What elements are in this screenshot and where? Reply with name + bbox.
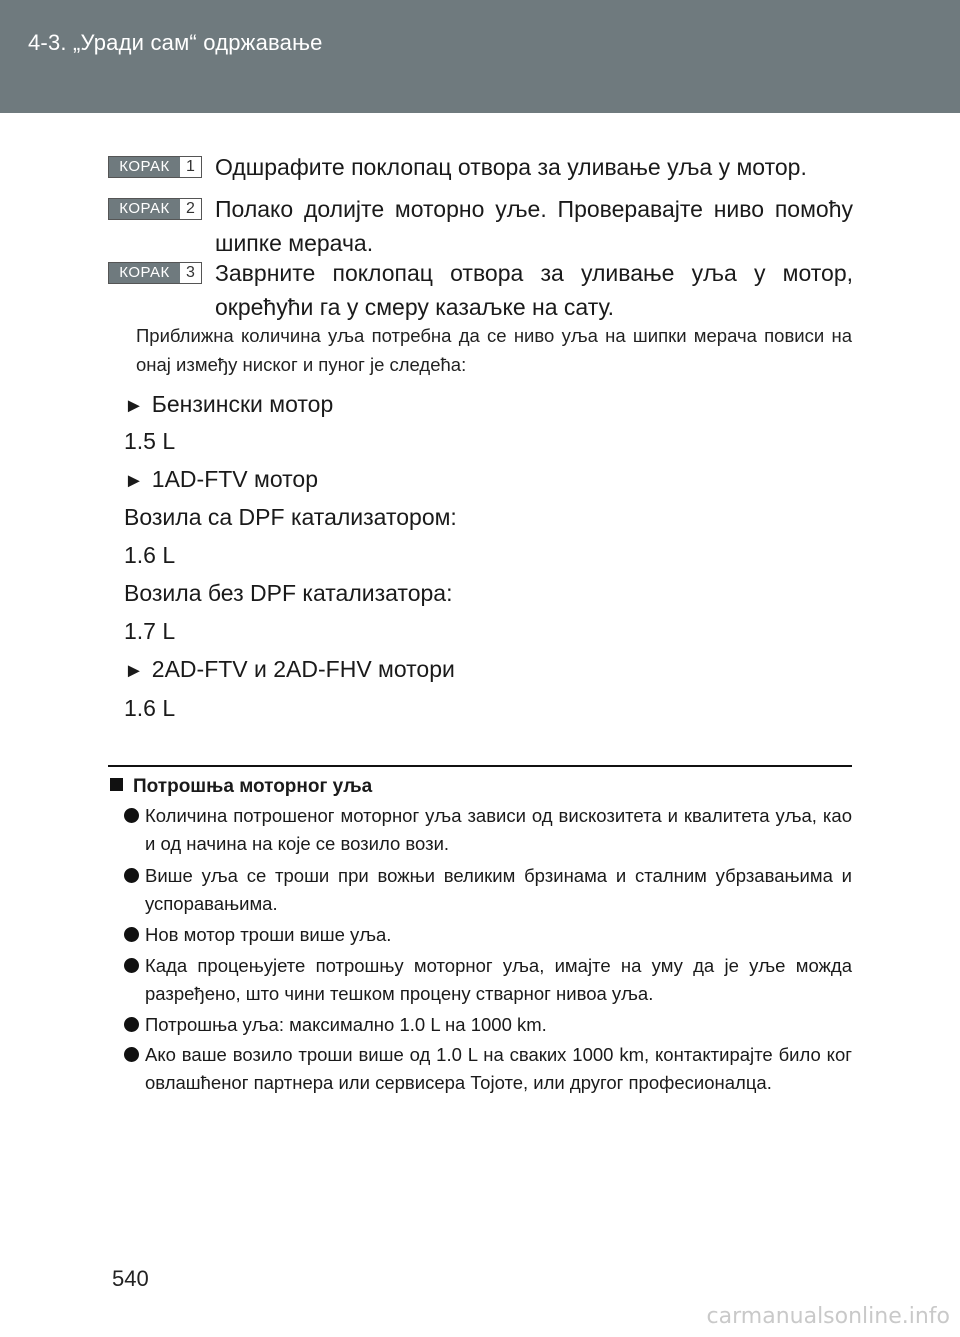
step-badge bbox=[108, 156, 202, 178]
list-item bbox=[124, 1041, 852, 1097]
spec-gasoline-label bbox=[124, 389, 333, 421]
step-badge-word: КОРАК bbox=[109, 263, 180, 283]
list-item-text: Ако ваше возило троши више од 1.0 L на сваких 1000 km, контактирајте било ког овлашћеног партнера или сервисера Тојоте, или другог професионалца. bbox=[145, 1044, 852, 1093]
spec-2ad-value: 1.6 L bbox=[124, 695, 176, 721]
chapter-header bbox=[0, 0, 960, 113]
spec-with-dpf-label: Возила са DPF катализатором: bbox=[124, 504, 457, 530]
step-text: Одшрафите поклопац отвора за уливање уља у мотор. bbox=[215, 154, 807, 180]
triangle-marker-icon: ► bbox=[124, 660, 144, 682]
step-text: Заврните поклопац отвора за уливање уља у мотор, окрећући га у смеру казаљке на сату. bbox=[215, 260, 853, 320]
step-badge-number: 3 bbox=[180, 263, 201, 283]
page-number: 540 bbox=[112, 1266, 149, 1291]
spec-label: Бензински мотор bbox=[151, 391, 334, 417]
section-title bbox=[110, 773, 372, 801]
spec-without-dpf-value: 1.7 L bbox=[124, 618, 176, 644]
round-bullet-icon bbox=[124, 1017, 139, 1032]
triangle-marker-icon: ► bbox=[124, 395, 144, 417]
step-badge bbox=[108, 262, 202, 284]
list-item-text: Више уља се троши при вожњи великим брзинама и сталним убрзавањима и успоравањима. bbox=[145, 865, 852, 914]
round-bullet-icon bbox=[124, 927, 139, 942]
list-item-text: Количина потрошеног моторног уља зависи од вискозитета и квалитета уља, као и од начина на које се возило вози. bbox=[145, 805, 852, 854]
list-item bbox=[124, 802, 852, 858]
list-item bbox=[124, 952, 852, 1008]
list-item bbox=[124, 1011, 852, 1039]
round-bullet-icon bbox=[124, 1047, 139, 1062]
spec-gasoline-value: 1.5 L bbox=[124, 428, 176, 454]
list-item bbox=[124, 921, 852, 949]
spec-2ad-label bbox=[124, 654, 455, 686]
spec-label: 2AD-FTV и 2AD-FHV мотори bbox=[151, 656, 455, 682]
watermark: carmanualsonline.info bbox=[706, 1304, 950, 1329]
step-badge-word: КОРАК bbox=[109, 157, 180, 177]
step-badge bbox=[108, 198, 202, 220]
triangle-marker-icon: ► bbox=[124, 470, 144, 492]
spec-1ad-ftv-label bbox=[124, 464, 318, 496]
step-badge-word: КОРАК bbox=[109, 199, 180, 219]
round-bullet-icon bbox=[124, 868, 139, 883]
spec-label: 1AD-FTV мотор bbox=[151, 466, 318, 492]
spec-without-dpf-label: Возила без DPF катализатора: bbox=[124, 580, 453, 606]
oil-quantity-note: Приближна количина уља потребна да се ниво уља на шипки мерача повиси на онај између ниског и пуног је следећа: bbox=[136, 325, 852, 375]
step-badge-number: 1 bbox=[180, 157, 201, 177]
step-text: Полако долијте моторно уље. Проверавајте ниво помоћу шипке мерача. bbox=[215, 196, 853, 256]
list-item bbox=[124, 862, 852, 918]
square-bullet-icon bbox=[110, 778, 123, 791]
list-item-text: Када процењујете потрошњу моторног уља, имајте на уму да је уље можда разређено, што чини тешком процену стварног нивоа уља. bbox=[145, 955, 852, 1004]
step-badge-number: 2 bbox=[180, 199, 201, 219]
list-item-text: Потрошња уља: максимално 1.0 L на 1000 km. bbox=[145, 1014, 547, 1035]
spec-with-dpf-value: 1.6 L bbox=[124, 542, 176, 568]
round-bullet-icon bbox=[124, 958, 139, 973]
list-item-text: Нов мотор троши више уља. bbox=[145, 924, 392, 945]
section-divider bbox=[108, 765, 852, 767]
section-title-text: Потрошња моторног уља bbox=[133, 776, 373, 797]
chapter-title: 4-3. „Уради сам“ одржавање bbox=[28, 30, 323, 55]
round-bullet-icon bbox=[124, 808, 139, 823]
